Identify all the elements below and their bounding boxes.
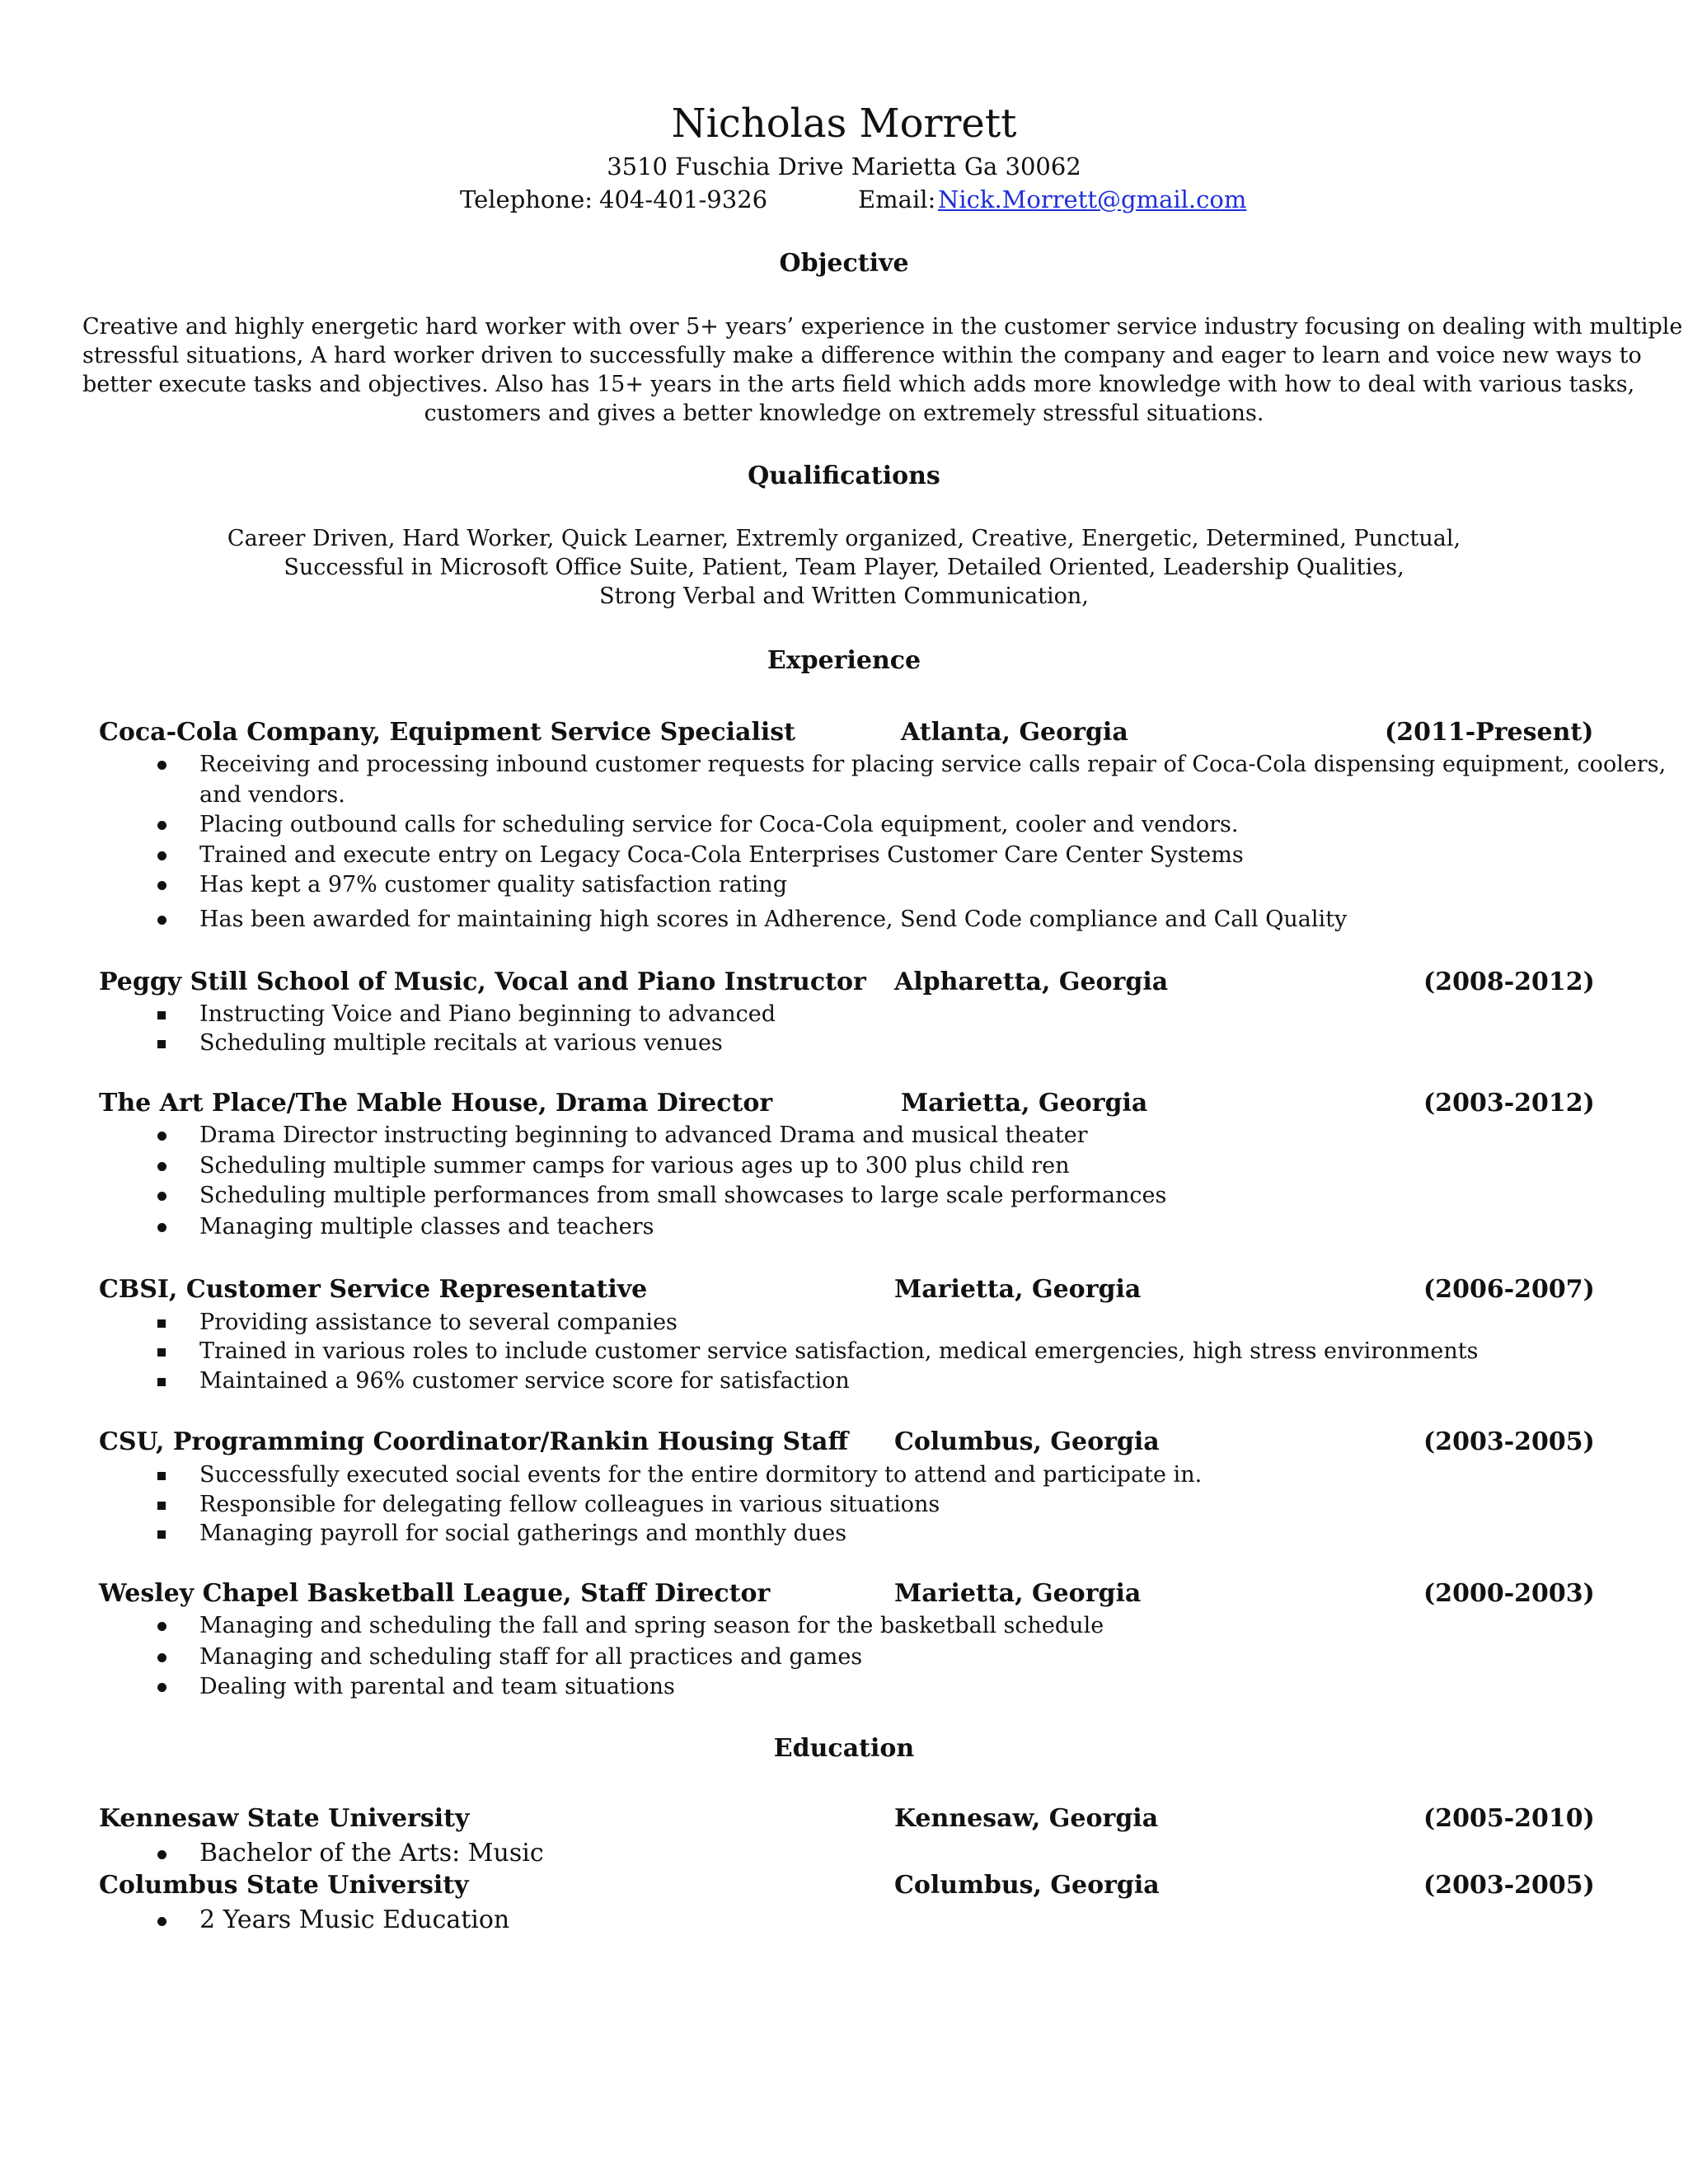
job-location: Alpharetta, Georgia [894,968,1169,996]
school-name: Kennesaw State University [99,1804,470,1833]
job-location: Atlanta, Georgia [901,718,1128,747]
job-dates: (2011-Present) [1385,718,1594,747]
bullet-square [153,1519,170,1549]
job-bullet: Maintained a 96% customer service score for satisfaction [199,1368,850,1394]
job-title: CSU, Programming Coordinator/Rankin Housing Staff [99,1427,849,1456]
job-bullet: Trained and execute entry on Legacy Coca-Cola Enterprises Customer Care Center Systems [199,842,1244,868]
bullet-square [153,1308,170,1338]
job-bullet: Receiving and processing inbound customer requests for placing service calls repair of Coca-Cola dispensing equipment, coolers, [199,752,1667,777]
job-title: The Art Place/The Mable House, Drama Director [99,1089,773,1118]
objective-heading: Objective [779,249,909,278]
qualifications-heading: Qualifications [748,462,940,490]
education-heading: Education [773,1734,915,1763]
bullet-dot [153,750,170,780]
bullet-square [153,1460,170,1490]
job-bullet: Managing and scheduling staff for all practices and games [199,1644,863,1670]
bullet-square [153,1490,170,1520]
bullet-dot [153,1905,170,1935]
bullet-square [153,1337,170,1366]
school-dates: (2003-2005) [1423,1871,1595,1900]
bullet-dot [153,810,170,840]
job-title: Peggy Still School of Music, Vocal and Piano Instructor [99,968,866,996]
address: 3510 Fuschia Drive Marietta Ga 30062 [607,152,1081,180]
bullet-dot [153,841,170,870]
job-bullet: Has been awarded for maintaining high scores in Adherence, Send Code compliance and Call Quality [199,907,1348,932]
job-bullet: Scheduling multiple performances from small showcases to large scale performances [199,1183,1167,1208]
bullet-dot [153,1672,170,1702]
job-bullet: Has kept a 97% customer quality satisfaction rating [199,872,788,898]
job-location: Marietta, Georgia [894,1579,1142,1608]
bullet-square [153,1366,170,1396]
job-bullet: Trained in various roles to include customer service satisfaction, medical emergencies, high stress environments [199,1338,1479,1364]
bullet-dot [153,1181,170,1211]
bullet-dot [153,1839,170,1868]
qualifications-line: Career Driven, Hard Worker, Quick Learner, Extremly organized, Creative, Energetic, Determined, Punctual, [227,526,1461,551]
school-location: Kennesaw, Georgia [894,1804,1159,1833]
job-dates: (2006-2007) [1423,1275,1595,1304]
job-location: Marietta, Georgia [894,1275,1142,1304]
qualifications-line: Successful in Microsoft Office Suite, Patient, Team Player, Detailed Oriented, Leadership Qualities, [284,555,1404,580]
job-dates: (2000-2003) [1423,1579,1595,1608]
job-bullet: Successfully executed social events for the entire dormitory to attend and participate in. [199,1462,1203,1488]
bullet-square [153,1000,170,1029]
job-bullet: Scheduling multiple recitals at various venues [199,1030,723,1056]
job-title: CBSI, Customer Service Representative [99,1275,648,1304]
school-location: Columbus, Georgia [894,1871,1160,1900]
bullet-square [153,1029,170,1058]
email-label: Email: [858,185,936,213]
objective-line: Creative and highly energetic hard worker with over 5+ years’ experience in the customer service industry focusing on dealing with multiple [82,314,1683,340]
objective-line: better execute tasks and objectives. Also has 15+ years in the arts field which adds more knowledge with how to deal with various tasks, [82,372,1635,397]
job-bullet: Drama Director instructing beginning to advanced Drama and musical theater [199,1122,1088,1148]
job-dates: (2003-2012) [1423,1089,1595,1118]
job-bullet: Managing and scheduling the fall and spring season for the basketball schedule [199,1613,1104,1638]
school-bullet: Bachelor of the Arts: Music [199,1839,544,1868]
job-dates: (2003-2005) [1423,1427,1595,1456]
school-name: Columbus State University [99,1871,469,1900]
school-dates: (2005-2010) [1423,1804,1595,1833]
job-bullet: Providing assistance to several companies [199,1310,678,1335]
bullet-dot [153,1121,170,1151]
job-bullet: Placing outbound calls for scheduling service for Coca-Cola equipment, cooler and vendors. [199,812,1239,837]
bullet-dot [153,1212,170,1242]
bullet-dot [153,905,170,935]
candidate-name: Nicholas Morrett [671,101,1017,147]
email-link[interactable]: Nick.Morrett@gmail.com [938,185,1247,213]
job-bullet: Responsible for delegating fellow colleagues in various situations [199,1492,940,1517]
qualifications-line: Strong Verbal and Written Communication, [599,583,1089,609]
bullet-dot [153,1611,170,1641]
job-bullet-continuation: and vendors. [199,782,345,808]
job-bullet: Scheduling multiple summer camps for various ages up to 300 plus child ren [199,1153,1070,1179]
experience-heading: Experience [767,646,921,675]
objective-line: customers and gives a better knowledge on extremely stressful situations. [424,401,1264,426]
bullet-dot [153,870,170,900]
objective-paragraph [82,312,1683,428]
job-bullet: Managing multiple classes and teachers [199,1214,654,1240]
job-location: Marietta, Georgia [901,1089,1148,1118]
job-bullet: Instructing Voice and Piano beginning to advanced [199,1001,776,1027]
telephone-number: 404-401-9326 [599,185,768,213]
qualifications-paragraph [82,524,1606,611]
school-bullet: 2 Years Music Education [199,1905,510,1934]
bullet-dot [153,1643,170,1672]
telephone-label: Telephone: [460,185,593,213]
job-bullet: Dealing with parental and team situations [199,1674,675,1699]
job-title: Coca-Cola Company, Equipment Service Specialist [99,718,796,747]
job-title: Wesley Chapel Basketball League, Staff Director [99,1579,771,1608]
bullet-dot [153,1151,170,1181]
job-dates: (2008-2012) [1423,968,1595,996]
job-location: Columbus, Georgia [894,1427,1160,1456]
objective-line: stressful situations, A hard worker driven to successfully make a difference within the company and eager to learn and voice new ways to [82,343,1642,368]
job-bullet: Managing payroll for social gatherings and monthly dues [199,1521,847,1546]
